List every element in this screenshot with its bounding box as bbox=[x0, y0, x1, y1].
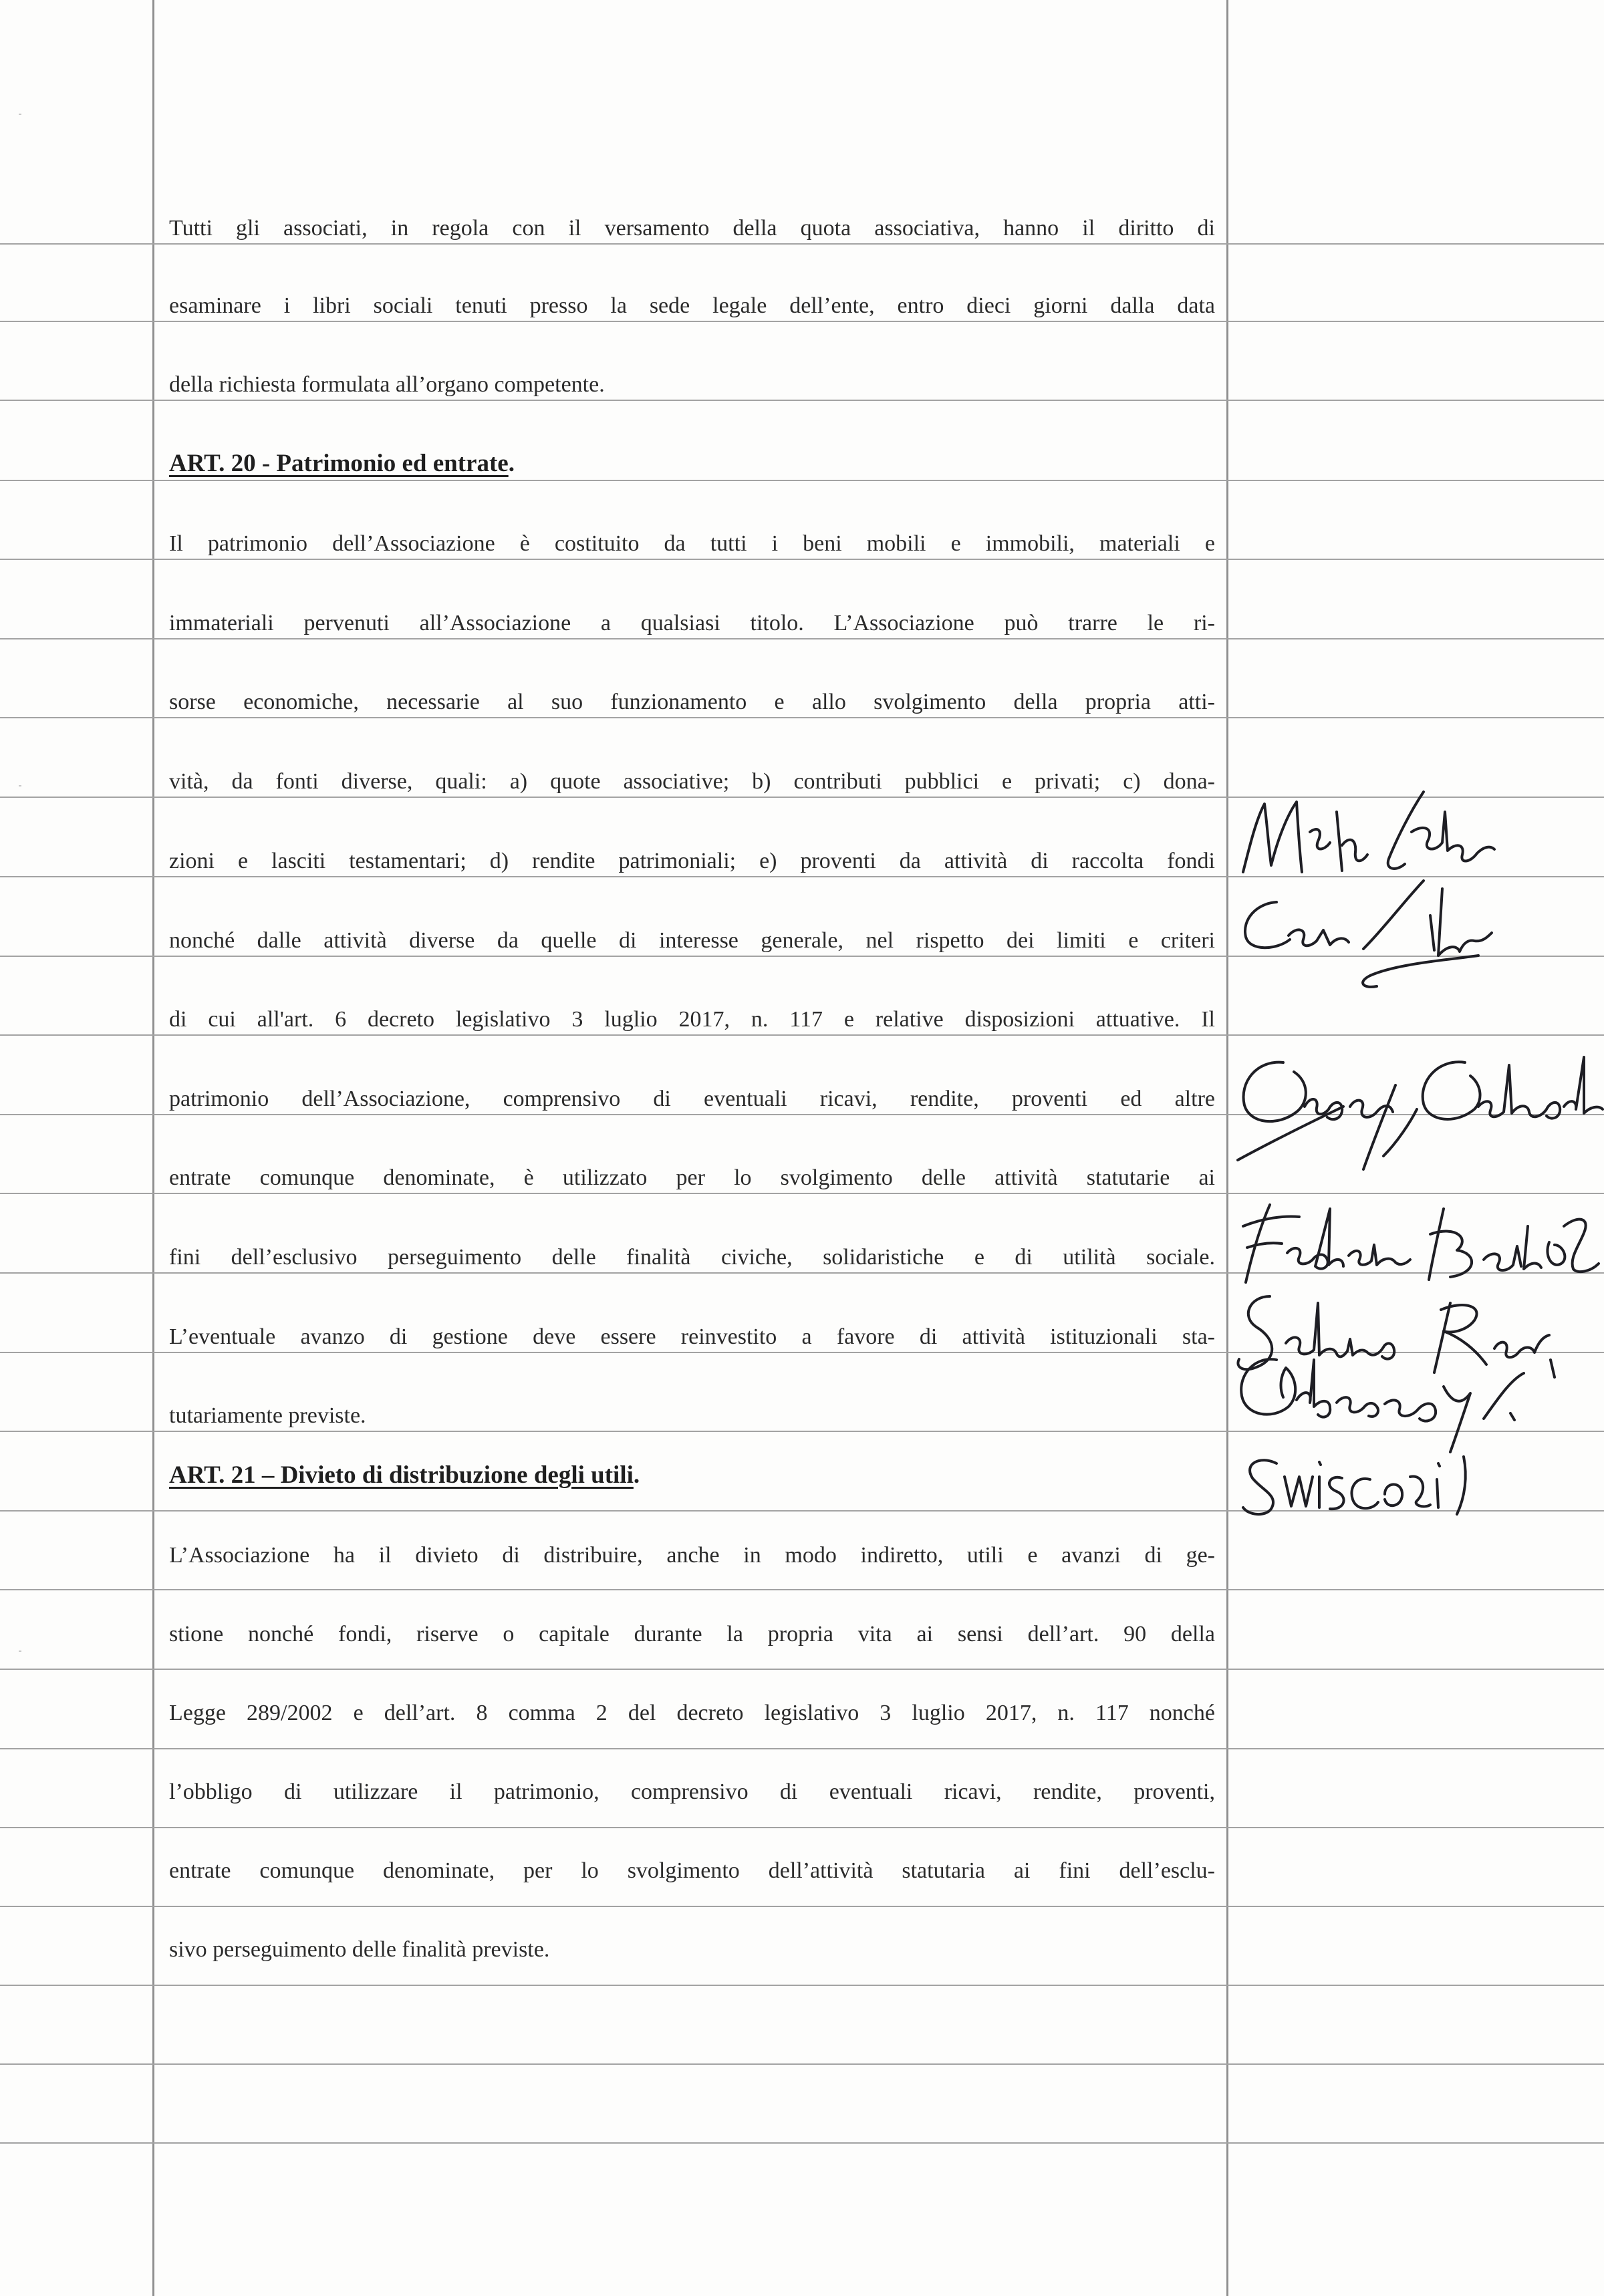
article-20-title: ART. 20 - Patrimonio ed entrate bbox=[169, 450, 509, 477]
signature-1 bbox=[1230, 785, 1497, 889]
left-margin-line bbox=[152, 0, 154, 2296]
text-line: di cui all'art. 6 decreto legislativo 3 luglio 2017, n. 117 e relative disposizioni attuative. Il bbox=[169, 1007, 1215, 1032]
text-line: L’Associazione ha il divieto di distribuire, anche in modo indiretto, utili e avanzi di ge- bbox=[169, 1543, 1215, 1568]
signature-6 bbox=[1230, 1346, 1577, 1457]
text-line: Legge 289/2002 e dell’art. 8 comma 2 del decreto legislativo 3 luglio 2017, n. 117 nonché bbox=[169, 1701, 1215, 1725]
ruled-line bbox=[0, 717, 1604, 718]
text-line: fini dell’esclusivo perseguimento delle finalità civiche, solidaristiche e di utilità sociale. bbox=[169, 1245, 1215, 1270]
text-line: vità, da fonti diverse, quali: a) quote associative; b) contributi pubblici e privati; c) dona- bbox=[169, 769, 1215, 794]
ruled-line bbox=[0, 1589, 1604, 1590]
signature-2 bbox=[1230, 875, 1497, 992]
text-line: Il patrimonio dell’Associazione è costituito da tutti i beni mobili e immobili, materiali e bbox=[169, 531, 1215, 556]
ruled-line bbox=[0, 480, 1604, 481]
ruled-line bbox=[0, 321, 1604, 322]
text-line: Tutti gli associati, in regola con il versamento della quota associativa, hanno il diritto di bbox=[169, 216, 1215, 241]
ruled-line bbox=[0, 1827, 1604, 1828]
text-line: sivo perseguimento delle finalità previste. bbox=[169, 1937, 550, 1962]
article-20-heading bbox=[169, 449, 515, 478]
ruled-line bbox=[0, 559, 1604, 560]
margin-mark bbox=[19, 1651, 21, 1652]
text-line: stione nonché fondi, riserve o capitale durante la propria vita ai sensi dell’art. 90 della bbox=[169, 1622, 1215, 1646]
ruled-line bbox=[0, 1906, 1604, 1907]
signature-7 bbox=[1230, 1443, 1497, 1520]
text-line: immateriali pervenuti all’Associazione a qualsiasi titolo. L’Associazione può trarre le ri- bbox=[169, 611, 1215, 635]
article-21-trailing: . bbox=[633, 1461, 640, 1489]
ruled-line bbox=[0, 1193, 1604, 1194]
margin-mark bbox=[19, 785, 21, 786]
text-line: sorse economiche, necessarie al suo funzionamento e allo svolgimento della propria atti- bbox=[169, 690, 1215, 714]
signature-4 bbox=[1230, 1199, 1604, 1290]
text-line: entrate comunque denominate, per lo svolgimento dell’attività statutaria ai fini dell’esclu- bbox=[169, 1858, 1215, 1883]
text-line: esaminare i libri sociali tenuti presso la sede legale dell’ente, entro dieci giorni dalla data bbox=[169, 293, 1215, 318]
text-line: tutariamente previste. bbox=[169, 1403, 366, 1428]
ruled-line bbox=[0, 243, 1604, 245]
text-line: della richiesta formulata all’organo competente. bbox=[169, 372, 605, 397]
article-21-title: ART. 21 – Divieto di distribuzione degli utili bbox=[169, 1461, 634, 1489]
ruled-line bbox=[0, 1669, 1604, 1670]
text-line: patrimonio dell’Associazione, comprensivo di eventuali ricavi, rendite, proventi ed altre bbox=[169, 1087, 1215, 1111]
right-margin-line bbox=[1226, 0, 1228, 2296]
text-line: entrate comunque denominate, è utilizzato per lo svolgimento delle attività statutarie ai bbox=[169, 1165, 1215, 1190]
margin-mark bbox=[19, 114, 21, 115]
ruled-line bbox=[0, 638, 1604, 639]
ruled-line bbox=[0, 1748, 1604, 1749]
ruled-line bbox=[0, 2063, 1604, 2065]
ruled-line bbox=[0, 1985, 1604, 1986]
article-21-heading bbox=[169, 1461, 640, 1490]
text-line: zioni e lasciti testamentari; d) rendite patrimoniali; e) proventi da attività di raccolta fondi bbox=[169, 849, 1215, 873]
text-line: nonché dalle attività diverse da quelle di interesse generale, nel rispetto dei limiti e criteri bbox=[169, 928, 1215, 953]
ruled-line bbox=[0, 400, 1604, 401]
signature-3 bbox=[1230, 1042, 1604, 1179]
ruled-line bbox=[0, 1034, 1604, 1036]
article-20-trailing: . bbox=[508, 450, 515, 477]
text-line: l’obbligo di utilizzare il patrimonio, comprensivo di eventuali ricavi, rendite, proventi, bbox=[169, 1779, 1215, 1804]
text-line: L’eventuale avanzo di gestione deve essere reinvestito a favore di attività istituzionali sta- bbox=[169, 1324, 1215, 1349]
ruled-line bbox=[0, 2142, 1604, 2144]
